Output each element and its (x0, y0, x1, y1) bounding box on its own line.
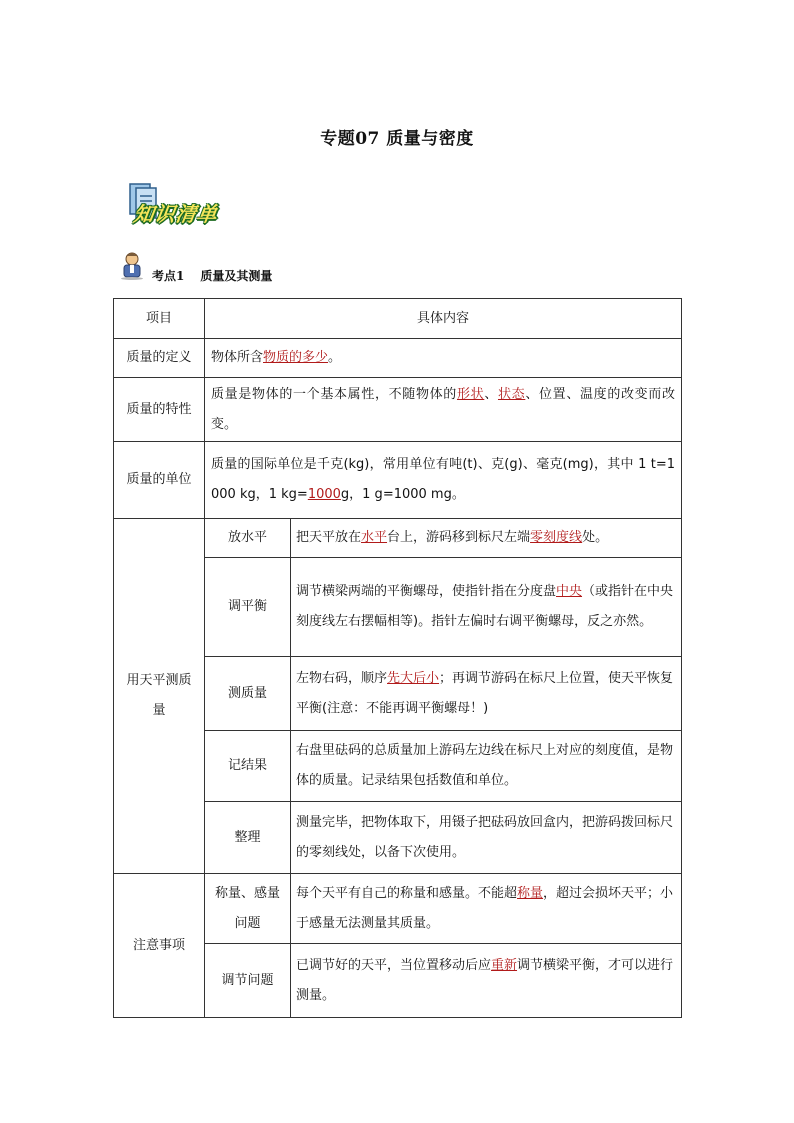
row-content: 物体所含物质的多少。 (205, 339, 682, 378)
step-name: 整理 (205, 802, 291, 874)
step-name: 调平衡 (205, 558, 291, 657)
step-content: 每个天平有自己的称量和感量。不能超称量，超过会损坏天平；小于感量无法测量其质量。 (291, 874, 682, 944)
step-content: 已调节好的天平，当位置移动后应重新调节横梁平衡，才可以进行测量。 (291, 944, 682, 1018)
key-term: 1000 (307, 487, 341, 502)
section-name: 质量及其测量 (200, 269, 273, 283)
key-term: 先大后小 (387, 670, 440, 686)
table-row (114, 378, 682, 442)
step-name: 调节问题 (205, 944, 291, 1018)
step-content: 右盘里砝码的总质量加上游码左边线在标尺上对应的刻度值，是物体的质量。记录结果包括数值和单位。 (291, 731, 682, 802)
row-content: 质量的国际单位是千克(kg)，常用单位有吨(t)、克(g)、毫克(mg)，其中 1 t=1 000 kg，1 kg=1000g，1 g=1000 mg。 (205, 442, 682, 519)
key-term: 水平 (361, 530, 388, 545)
row-label: 注意事项 (114, 874, 205, 1018)
step-name: 放水平 (205, 519, 291, 558)
key-term: 中央 (556, 584, 583, 599)
key-term: 物质的多少 (263, 350, 329, 365)
step-content: 调节横梁两端的平衡螺母，使指针指在分度盘中央（或指针在中央刻度线左右摆幅相等)。指针左偏时右调平衡螺母，反之亦然。 (291, 558, 682, 657)
step-content: 测量完毕，把物体取下，用镊子把砝码放回盒内，把游码拨回标尺的零刻线处，以备下次使用。 (291, 802, 682, 874)
section-number: 考点1 (152, 269, 185, 283)
key-term: 重新 (491, 957, 518, 973)
page-title: 专题07 质量与密度 (320, 129, 474, 149)
table-header-row (114, 299, 682, 339)
row-label: 用天平测质量 (114, 519, 205, 874)
step-name: 记结果 (205, 731, 291, 802)
header-content: 具体内容 (205, 299, 682, 339)
step-content: 左物右码，顺序先大后小；再调节游码在标尺上位置，使天平恢复平衡(注意：不能再调平衡螺母！) (291, 657, 682, 731)
knowledge-table (113, 298, 682, 1018)
table-row (114, 339, 682, 378)
row-label: 质量的定义 (114, 339, 205, 378)
teacher-icon (118, 250, 148, 280)
header-item: 项目 (114, 299, 205, 339)
step-content: 把天平放在水平台上，游码移到标尺左端零刻度线处。 (291, 519, 682, 558)
key-term: 称量 (517, 885, 544, 901)
key-term: 形状 (456, 386, 485, 402)
key-term: 零刻度线 (530, 530, 583, 545)
section-heading (118, 250, 418, 283)
step-name: 称量、感量问题 (205, 874, 291, 944)
table-row (114, 519, 682, 558)
row-label: 质量的特性 (114, 378, 205, 442)
banner-text: 知识清单 (132, 202, 220, 226)
row-content: 质量是物体的一个基本属性，不随物体的形状、状态、位置、温度的改变而改变。 (205, 378, 682, 442)
key-term: 状态 (497, 386, 526, 402)
row-label: 质量的单位 (114, 442, 205, 519)
knowledge-list-banner (122, 182, 246, 232)
step-name: 测质量 (205, 657, 291, 731)
table-row (114, 442, 682, 519)
table-row (114, 874, 682, 944)
